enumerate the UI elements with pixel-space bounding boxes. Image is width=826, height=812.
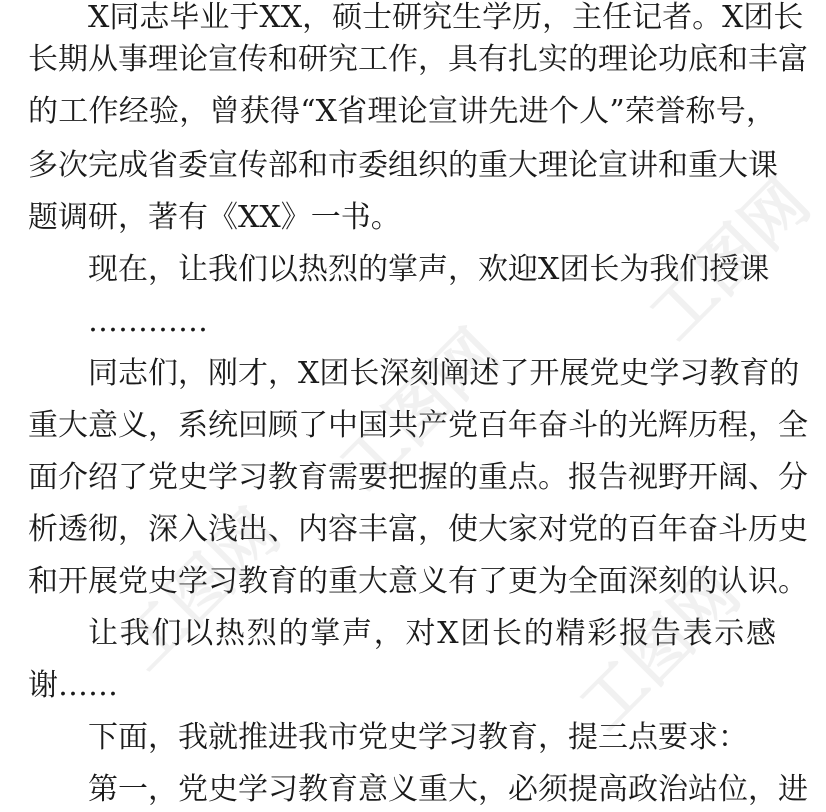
text-line-3: 的工作经验，曾获得“X省理论宣讲先进个人”荣誉称号， — [28, 94, 776, 129]
text-line-2: 长期从事理论宣传和研究工作，具有扎实的理论功底和丰富 — [28, 42, 808, 77]
watermark: 工图网 — [636, 166, 825, 355]
text-line-15: 下面，我就推进我市党史学习教育，提三点要求： — [88, 720, 748, 755]
text-line-14: 谢…… — [28, 668, 118, 703]
text-line-10: 面介绍了党史学习教育需要把握的重点。报告视野开阔、分 — [28, 460, 808, 495]
watermark: 工图网 — [326, 316, 515, 505]
text-line-6: 现在，让我们以热烈的掌声，欢迎X团长为我们授课 — [88, 252, 770, 287]
text-line-5: 题调研，著有《XX》一书。 — [28, 200, 401, 235]
watermark: 工图网 — [106, 496, 295, 685]
watermark: 工图网 — [566, 556, 755, 745]
text-line-4: 多次完成省委宣传部和市委组织的重大理论宣讲和重大课 — [28, 148, 778, 183]
text-line-9: 重大意义，系统回顾了中国共产党百年奋斗的光辉历程，全 — [28, 408, 808, 443]
text-line-11: 析透彻，深入浅出、内容丰富，使大家对党的百年奋斗历史 — [28, 512, 808, 547]
text-line-12: 和开展党史学习教育的重大意义有了更为全面深刻的认识。 — [28, 564, 808, 599]
text-line-7: ………… — [88, 304, 208, 339]
text-line-16: 第一，党史学习教育意义重大，必须提高政治站位，进 — [88, 772, 808, 807]
text-line-8: 同志们，刚才，X团长深刻阐述了开展党史学习教育的 — [88, 356, 800, 391]
text-line-1: X同志毕业于XX，硕士研究生学历，主任记者。X团长 — [88, 0, 804, 35]
text-line-13: 让我们以热烈的掌声，对X团长的精彩报告表示感 — [88, 616, 776, 651]
